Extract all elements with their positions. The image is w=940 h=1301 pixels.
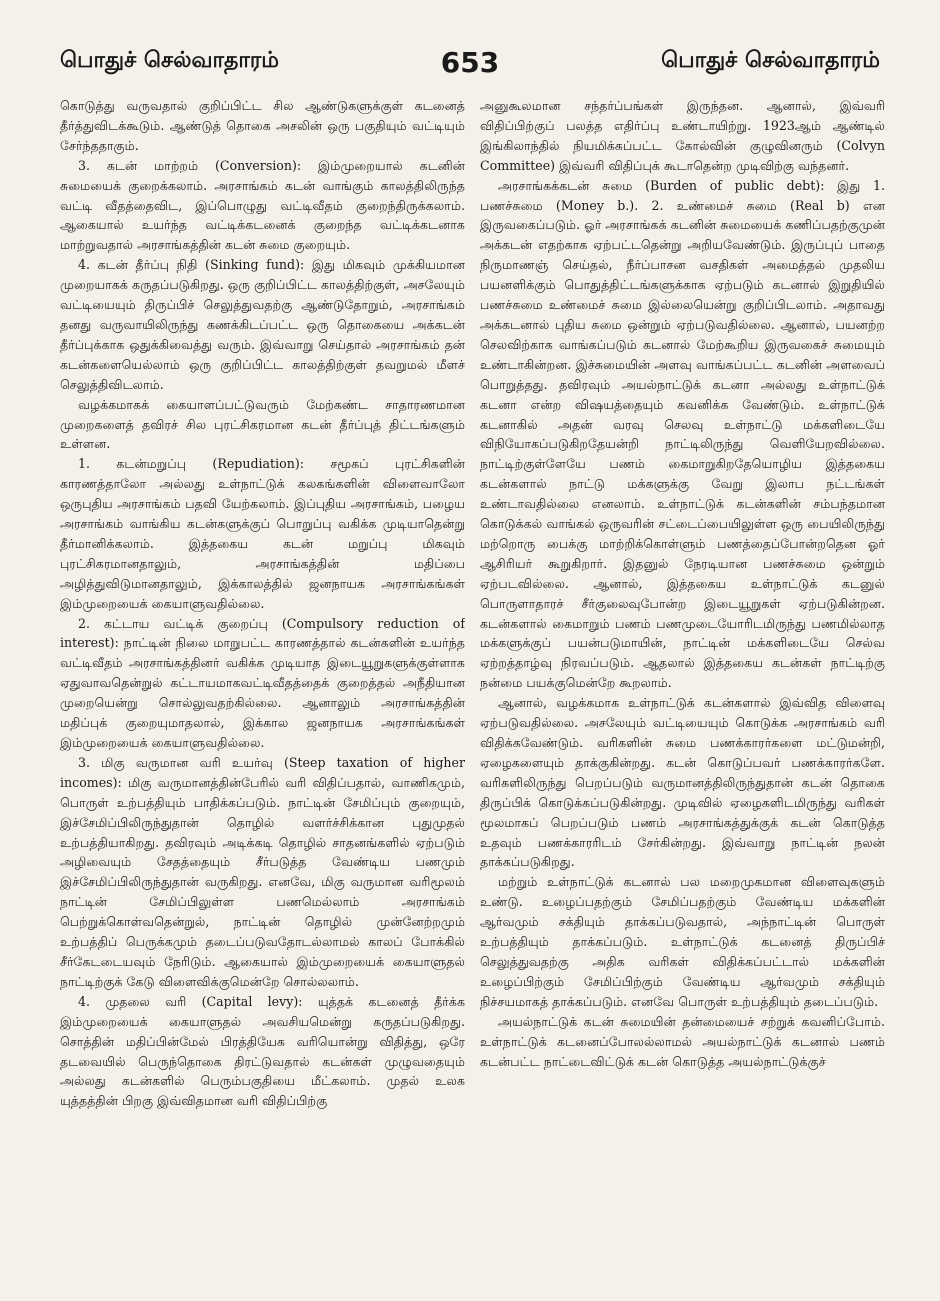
running-title-right: பொதுச் செல்வாதாரம் xyxy=(661,48,880,73)
paragraph: 4. முதலை வரி (Capital levy): யுத்தக் கடனைத் தீர்க்க இம்முறையைக் கையாளுதல் அவசியமென்று கருதப்படுகிறது. சொத்தின் மதிப்பின்மேல் பிரத்தியேக வரியொன்று விதித்து, ஒரே தடவையில் பெருந்தொகை திரட்டுவதால் கடன்கள் முழுவதையும் அல்லது கடன்களில் பெரும்பகுதியை மீட்கலாம். முதல் உலக யுத்தத்தின் பிறகு இவ்விதமான வரி விதிப்பிற்கு xyxy=(60,993,465,1109)
paragraph: 2. கட்டாய வட்டிக் குறைப்பு (Compulsory reduction of interest): நாட்டின் நிலை மாறுபட்ட காரணத்தால் கடன்களின் உயர்ந்த வட்டிவீதம் அரசாங்கத்தினர் வகிக்க முடியாத இடையூறுகளுக்குள்ளாக ஏதுவாவதென்றுல் கட்டாயமாகவட்டிவீதத்தைக் குறைத்தல் அநீதியான முறையென்று சொல்லுவதற்கில்லை. ஆனாலும் அரசாங்கத்தின் மதிப்புக் குறையுமாதலால், இக்கால ஜனநாயக அரசாங்கங்கள் இம்முறையைக் கையாளுவதில்லை. xyxy=(60,615,465,750)
paragraph: அனுகூலமான சந்தர்ப்பங்கள் இருந்தன. ஆனால், இவ்வரி விதிப்பிற்குப் பலத்த எதிர்ப்பு உண்டாயிற்று. 1923ஆம் ஆண்டில் இங்கிலாந்தில் நியமிக்கப்பட்ட கோல்வின் குழுவினரும் (Colvyn Committee) இவ்வரி விதிப்புக் கூடாதென்ற முடிவிற்கு வந்தனர். xyxy=(480,98,885,173)
paragraph: 3. கடன் மாற்றம் (Conversion): இம்முறையால் கடனின் சுமையைக் குறைக்கலாம். அரசாங்கம் கடன் வாங்கும் காலத்திலிருந்த வட்டி வீதத்தைவிட, இப்பொழுது வட்டிவீதம் குறைந்திருக்கலாம். ஆகையால் உயர்ந்த வட்டிக்கடனைக் குறைந்த வட்டிக்கடனாக மாற்றுவதால் அரசாங்கத்தின் கடன் சுமை குறையும். xyxy=(60,157,465,253)
paragraph: ஆனால், வழக்கமாக உள்நாட்டுக் கடன்களால் இவ்வித விளைவு ஏற்படுவதில்லை. அசலேயும் வட்டியையும் கொடுக்க அரசாங்கம் வரி விதிக்கவேண்டும். வரிகளின் சுமை பணக்காரர்களை மட்டுமன்றி, ஏழைகளையும் தாக்குகின்றது. கடன் கொடுப்பவர் பணக்காரர்களே. வரிகளிலிருந்து பெறப்படும் வருமானத்திலிருந்துதான் கடன் தொகை திருப்பிக் கொடுக்கப்படுகின்றது. முடிவில் ஏழைகளிடமிருந்து வரிகள் மூலமாகப் பெறப்படும் பணம் அரசாங்கத்துக்குக் கடன் கொடுத்த உதவும் பணக்காரரிடம் சேர்கின்றது. இவ்வாறு நாட்டின் நலன் தாக்கப்படுகிறது. xyxy=(480,695,885,870)
running-title-left: பொதுச் செல்வாதாரம் xyxy=(60,48,279,73)
paragraph: 4. கடன் தீர்ப்பு நிதி (Sinking fund): இது மிகவும் முக்கியமான முறையாகக் கருதப்படுகிறது. ஒரு குறிப்பிட்ட காலத்திற்குள், அசலேயும் வட்டியையும் திருப்பிச் செலுத்துவதற்கு ஆண்டுதோறும், அரசாங்கம் தனது வருவாயிலிருந்து கணக்கிடப்பட்ட ஒரு தொகையை அக்கடன் தீர்ப்புக்காக ஒதுக்கிவைத்து வரும். இவ்வாறு செய்தால் அரசாங்கம் தன் கடன்களையெல்லாம் ஒரு குறிப்பிட்ட காலத்திற்குள் தவறுமல் மீளச் செலுத்திவிடலாம். xyxy=(60,257,465,392)
paragraph: அரசாங்கக்கடன் சுமை (Burden of public debt): இது 1. பணச்சுமை (Money b.). 2. உண்மைச் சுமை (Real b) என இருவகைப்படும். ஓர் அரசாங்கக் கடனின் சுமையைக் கணிப்பதற்குமுன் அக்கடன் எதற்காக ஏற்பட்டதென்று அறியவேண்டும். இருப்புப் பாதை நிருமாணஞ் செய்தல், நீர்ப்பாசன வசதிகள் அமைத்தல் முதலிய பயனளிக்கும் பொதுத்திட்டங்களுக்காக ஏற்படும் கடனால் இறுதியில் பணச்சுமை உண்மைச் சுமை இல்லையென்று குறிப்பிடலாம். அதாவது அக்கடனால் புதிய சுமை ஒன்றும் ஏற்படுவதில்லை. ஆனால், பயனற்ற செலவிற்காக வாங்கப்படும் கடனால் மேற்கூறிய இருவகைச் சுமையும் உண்டாகின்றன. இச்சுமையின் அளவு வாங்கப்பட்ட கடனின் அளவைப் பொறுத்தது. தவிரவும் அயல்நாட்டுக் கடனா அல்லது உள்நாட்டுக் கடனா என்ற விஷயத்தையும் கவனிக்க வேண்டும். உள்நாட்டுக் கடனாகில் அதன் வரவு செலவு உள்நாட்டு மக்களிடையே விநியோகப்படுகிறதேயன்றி நாட்டிலிருந்து வெளியேறவில்லை. நாட்டிற்குள்ளேயே பணம் கைமாறுகிறதேயொழிய இத்தகைய கடன்களால் நாட்டு மக்களுக்கு வேறு இலாப நட்டங்கள் உண்டாவதில்லை எனலாம். உள்நாட்டுக் கடன்களின் சம்பந்தமான கொடுக்கல் வாங்கல் ஒருவரின் சட்டைப்பையிலுள்ள ஒரு பையிலிருந்து மற்றொரு பைக்கு மாற்றிக்கொள்ளும் பணத்தைப்போன்றதென ஓர் ஆசிரியர் கூறுகிறார். இதனுல் நேரடியான பணச்சுமை ஒன்றும் ஏற்படவில்லை. ஆனால், இத்தகைய உள்நாட்டுக் கடனுல் பொருளாதாரச் சீர்குலைவுபோன்ற இடையூறுகள் ஏற்படுகின்றன. கடன்களால் கைமாறும் பணம் பணமுடையோரிடமிருந்து பணமில்லாத மக்களுக்குப் பயன்படுமாயின், நாட்டின் மக்களிடையே செல்வ ஏற்றத்தாழ்வு நிரவப்படும். ஆதலால் இத்தகைய கடன்கள் நாட்டிற்கு நன்மை பயக்குமென்றே கூறலாம். xyxy=(480,177,885,691)
paragraph: 3. மிகு வருமான வரி உயர்வு (Steep taxation of higher incomes): மிகு வருமானத்தின்பேரில் வரி விதிப்பதால், வாணிகமும், பொருள் உற்பத்தியும் பாதிக்கப்படும். நாட்டின் சேமிப்பும் குறையும், இச்சேமிப்பிலிருந்துதான் தொழில் வளர்ச்சிக்கான புதுமுதல் உற்பத்தியாகிறது. தவிரவும் அடிக்கடி தொழில் சாதனங்களில் ஏற்படும் அழிவையும் சேதத்தையும் சீர்படுத்த வேண்டிய பணமும் இச்சேமிப்பிலிருந்துதான் வருகிறது. எனவே, மிகு வருமான வரிமூலம் நாட்டின் சேமிப்பிலுள்ள பணமெல்லாம் அரசாங்கம் பெற்றுக்கொள்வதென்றுல், நாட்டின் தொழில் முன்னேற்றமும் உற்பத்திப் பெருக்கமும் தடைப்படுவதோடல்லாமல் காலப் போக்கில் சீர்கேடடையவும் நேரிடும். ஆகையால் இம்முறையைக் கையாளுதல் நாட்டிற்குக் கேடு விளைவிக்குமென்றே சொல்லலாம். xyxy=(60,754,465,989)
right-column xyxy=(480,96,885,1286)
paragraph: அயல்நாட்டுக் கடன் சுமையின் தன்மையைச் சற்றுக் கவனிப்போம். உள்நாட்டுக் கடனைப்போலல்லாமல் அயல்நாட்டுக் கடனால் பணம் கடன்பட்ட நாட்டைவிட்டுக் கடன் கொடுத்த அயல்நாட்டுக்குச் xyxy=(480,1013,885,1069)
paragraph: கொடுத்து வருவதால் குறிப்பிட்ட சில ஆண்டுகளுக்குள் கடனைத் தீர்த்துவிடக்கூடும். ஆண்டுத் தொகை அசலின் ஒரு பகுதியும் வட்டியும் சேர்ந்ததாகும். xyxy=(60,98,465,153)
paragraph: வழக்கமாகக் கையாளப்பட்டுவரும் மேற்கண்ட சாதாரணமான முறைகளைத் தவிரச் சில புரட்சிகரமான கடன் தீர்ப்புத் திட்டங்களும் உள்ளன. xyxy=(60,396,465,452)
paragraph: 1. கடன்மறுப்பு (Repudiation): சமூகப் புரட்சிகளின் காரணத்தாலோ அல்லது உள்நாட்டுக் கலகங்களின் விளைவாலோ ஒருபுதிய அரசாங்கம் பதவி யேற்கலாம். இப்புதிய அரசாங்கம், பழைய அரசாங்கம் வாங்கிய கடன்களுக்குப் பொறுப்பு வகிக்க முடியாதென்று தீர்மானிக்கலாம். இத்தகைய கடன் மறுப்பு மிகவும் புரட்சிகரமானதாலும், அரசாங்கத்தின் மதிப்பை அழித்துவிடுமானதாலும், இக்காலத்தில் ஜனநாயக அரசாங்கங்கள் இம்முறையைக் கையாளுவதில்லை. xyxy=(60,456,465,611)
paragraph: மற்றும் உள்நாட்டுக் கடனால் பல மறைமுகமான விளைவுகளும் உண்டு. உழைப்பதற்கும் சேமிப்பதற்கும் வேண்டிய மக்களின் ஆர்வமும் சக்தியும் தாக்கப்படுவதால், அந்நாட்டின் பொருள் உற்பத்தியும் தாக்கப்படும். உள்நாட்டுக் கடனைத் திருப்பிச் செலுத்துவதற்கு அதிக வரிகள் விதிக்கப்பட்டால் மக்களின் உழைப்பிற்கும் சேமிப்பிற்கும் வேண்டிய ஆர்வமும் சக்தியும் நிச்சயமாகத் தாக்கப்படும். எனவே பொருள் உற்பத்தியும் தடைப்படும். xyxy=(480,874,885,1009)
page-header xyxy=(60,40,880,84)
page-number: 653 xyxy=(440,45,500,79)
left-column xyxy=(60,96,465,1286)
